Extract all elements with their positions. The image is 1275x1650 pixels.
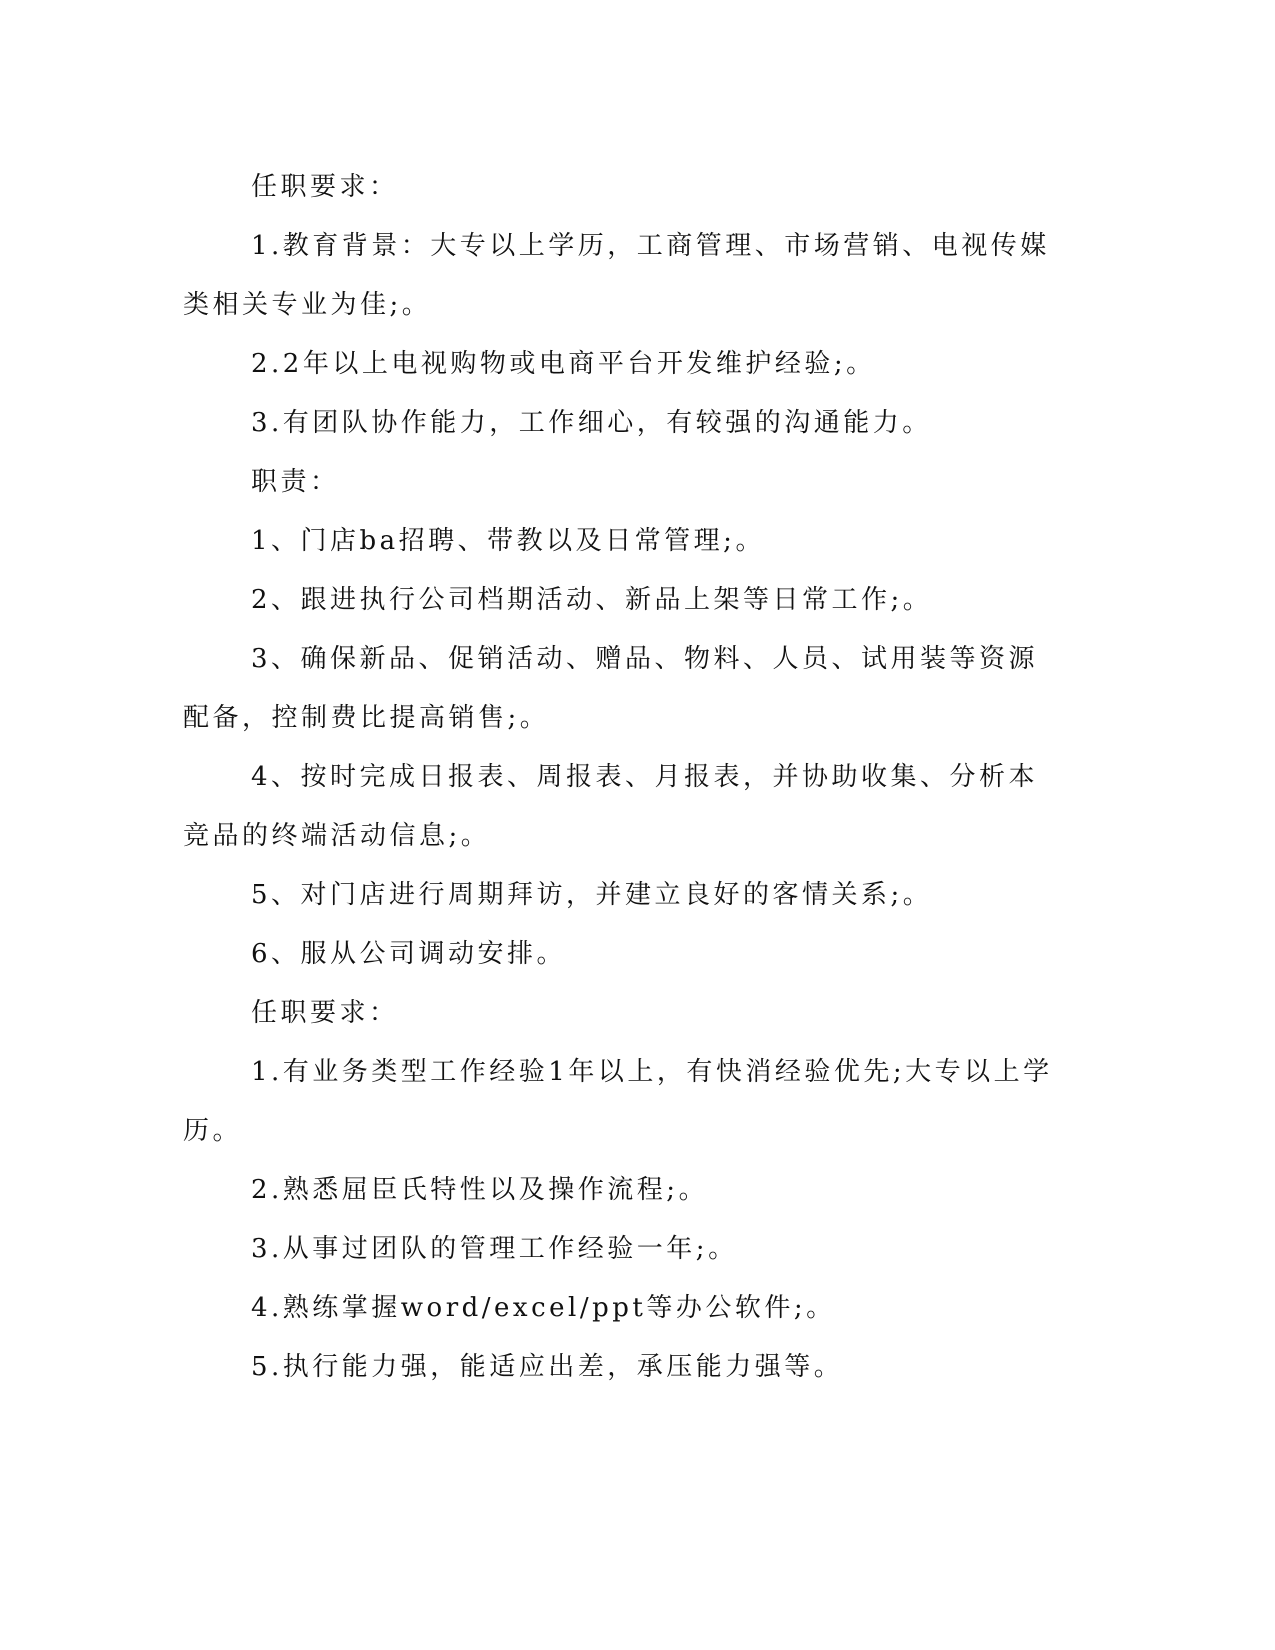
- duty-item: 3、确保新品、促销活动、赠品、物料、人员、试用装等资源配备，控制费比提高销售;。: [183, 644, 1039, 733]
- duty-item: 6、服从公司调动安排。: [251, 939, 567, 969]
- duty-item: 5、对门店进行周期拜访，并建立良好的客情关系;。: [251, 880, 933, 910]
- document-body: [183, 158, 1063, 1397]
- section-heading-duties: 职责：: [251, 467, 340, 497]
- duty-item: 2、跟进执行公司档期活动、新品上架等日常工作;。: [251, 585, 933, 615]
- requirement-item: 4.熟练掌握word/excel/ppt等办公软件;。: [251, 1293, 836, 1323]
- duty-item: 1、门店ba招聘、带教以及日常管理;。: [251, 526, 765, 556]
- requirement-item: 5.执行能力强，能适应出差，承压能力强等。: [251, 1352, 844, 1382]
- requirement-item: 2.熟悉屈臣氏特性以及操作流程;。: [251, 1175, 709, 1205]
- requirement-item: 1.教育背景：大专以上学历，工商管理、市场营销、电视传媒类相关专业为佳;。: [183, 231, 1050, 320]
- requirement-item: 2.2年以上电视购物或电商平台开发维护经验;。: [251, 349, 876, 379]
- section-heading-requirements: 任职要求：: [251, 998, 399, 1028]
- duty-item: 4、按时完成日报表、周报表、月报表，并协助收集、分析本竞品的终端活动信息;。: [183, 762, 1039, 851]
- section-heading-requirements: 任职要求：: [251, 172, 399, 202]
- requirement-item: 3.从事过团队的管理工作经验一年;。: [251, 1234, 738, 1264]
- requirement-item: 3.有团队协作能力，工作细心，有较强的沟通能力。: [251, 408, 932, 438]
- requirement-item: 1.有业务类型工作经验1年以上，有快消经验优先;大专以上学历。: [183, 1057, 1053, 1146]
